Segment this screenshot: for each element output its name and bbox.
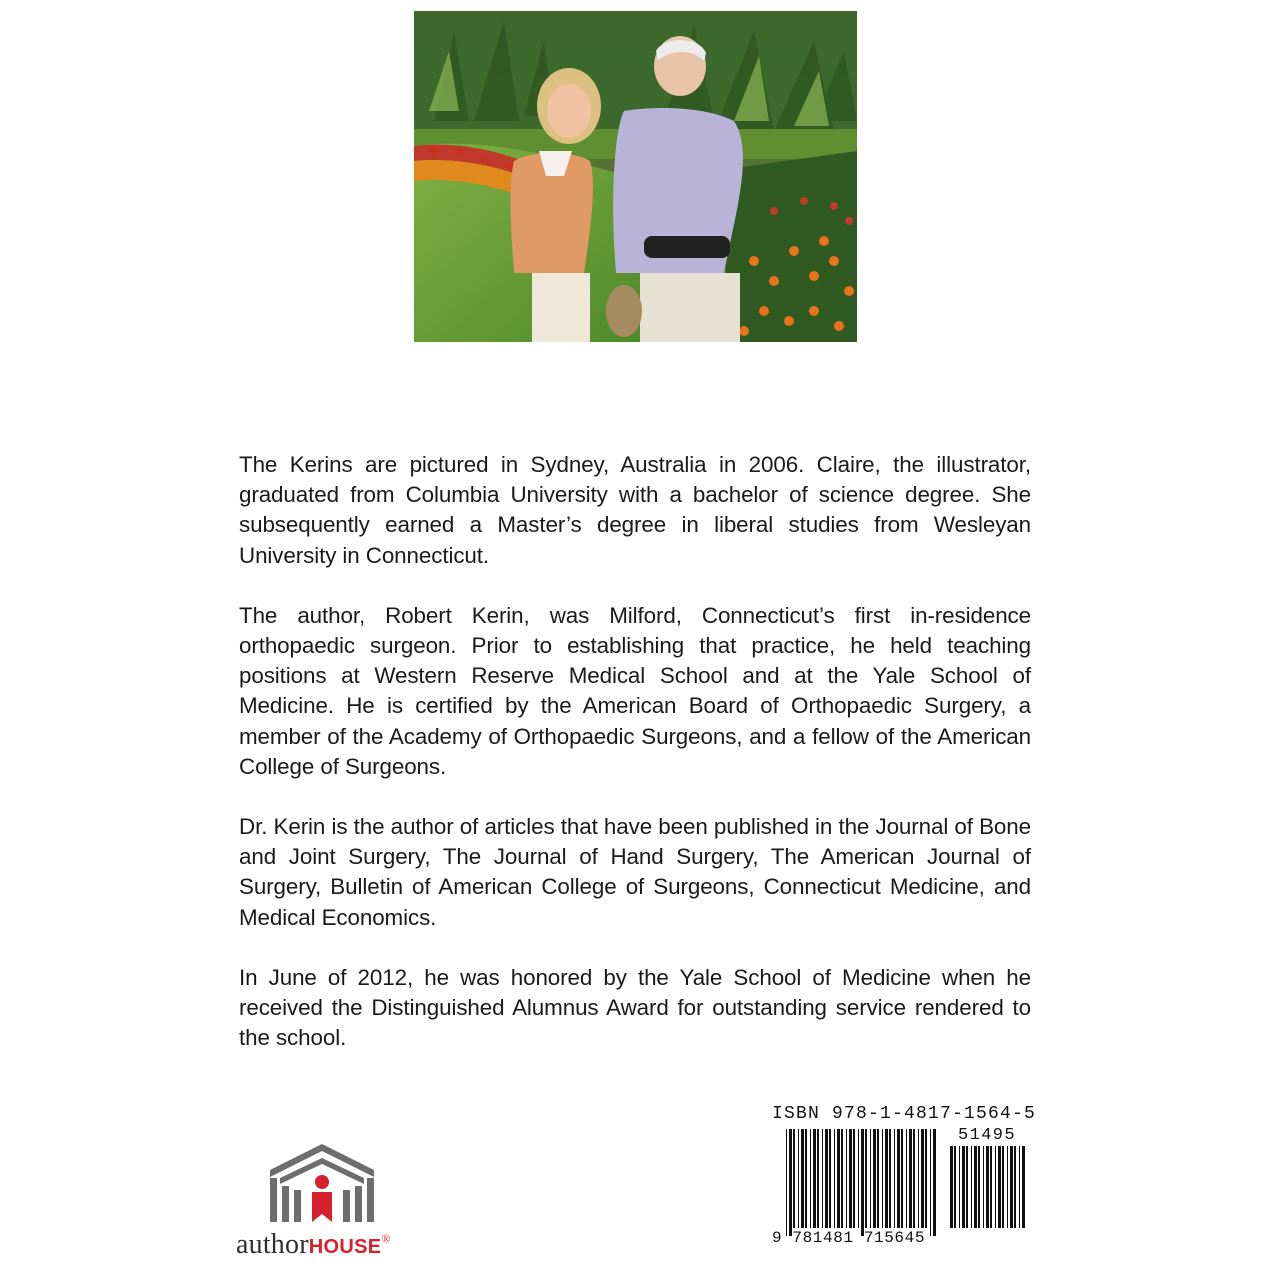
barcode-bar (930, 1129, 931, 1236)
barcode-bar (1014, 1146, 1016, 1228)
registered-mark: ® (381, 1231, 391, 1246)
bio-paragraph: In June of 2012, he was honored by the Yale School of Medicine when he received the Distinguished Alumnus Award for outstanding service rendered to the school. (239, 964, 1031, 1051)
barcode-bar (873, 1129, 876, 1228)
barcode-bar (817, 1129, 819, 1228)
barcode-bar (861, 1129, 864, 1236)
bio-paragraph: The Kerins are pictured in Sydney, Australia in 2006. Claire, the illustrator, graduated from Columbia University with a bachelor of science degree. She subsequently earned a Master’s degree in liberal studies from Wesleyan University in Connecticut. (239, 452, 1031, 568)
isbn-label: ISBN 978-1-4817-1564-5 (772, 1104, 1037, 1124)
barcode-bar (966, 1146, 968, 1228)
barcode-bar (877, 1129, 879, 1228)
barcode-bar (901, 1129, 903, 1228)
barcode-bar (983, 1146, 984, 1228)
barcode-bar (846, 1129, 847, 1228)
author-photo (414, 11, 857, 342)
barcode-bar (959, 1146, 960, 1228)
bio-paragraph: The author, Robert Kerin, was Milford, Connecticut’s first in-residence orthopaedic surgeon. Prior to establishing that practice, he held teaching positions at Western Reserve Medical School and at the Yale School of Medicine. He is certified by the American Board of Orthopaedic Surgery, a member of the Academy of Orthopaedic Surgeons, and a fellow of the American College of Surgeons. (239, 602, 1031, 779)
barcode-bar (962, 1146, 965, 1228)
author-bio (239, 450, 1031, 1053)
barcode-bar (885, 1129, 888, 1228)
ean-digits: 9 781481 715645 (772, 1229, 926, 1247)
publisher-logo (236, 1140, 426, 1265)
barcode-bar (1010, 1146, 1013, 1228)
barcode-bar (825, 1129, 828, 1228)
barcode-bar (793, 1129, 795, 1228)
barcode-bar (882, 1129, 883, 1228)
barcode-bar (909, 1129, 912, 1228)
publisher-name-part1: author (236, 1229, 309, 1260)
barcode-bar (858, 1129, 859, 1228)
barcode-bar (925, 1129, 927, 1228)
barcode-bar (786, 1129, 787, 1236)
barcode-bar (841, 1129, 843, 1228)
barcode-bar (801, 1129, 804, 1228)
barcode-bar (913, 1129, 915, 1228)
barcode-bar (995, 1146, 996, 1228)
barcode-bar (865, 1129, 867, 1228)
barcode-bar (1002, 1146, 1004, 1228)
barcode-bar (805, 1129, 807, 1228)
barcode-bar (897, 1129, 900, 1228)
barcode-bar (810, 1129, 811, 1228)
barcode-bar (834, 1129, 835, 1228)
barcode-bar (837, 1129, 840, 1228)
barcode-bar (789, 1129, 792, 1236)
barcode-bar (954, 1146, 956, 1228)
barcode-bar (918, 1129, 919, 1228)
barcode-bar (1019, 1146, 1020, 1228)
barcode-bar (933, 1129, 936, 1236)
barcode-bar (998, 1146, 1001, 1228)
barcode-bar (822, 1129, 823, 1228)
barcode-bar (849, 1129, 852, 1228)
publisher-name-part2: HOUSE (308, 1236, 382, 1258)
barcode-bar (978, 1146, 980, 1228)
barcode-bar (889, 1129, 891, 1228)
barcode-bar (921, 1129, 924, 1228)
barcode-bar (1022, 1146, 1025, 1228)
barcode-bar (971, 1146, 972, 1228)
barcode-bar (829, 1129, 831, 1228)
barcode-addon-digits: 51495 (958, 1126, 1017, 1145)
isbn-addon-barcode (950, 1146, 1026, 1236)
isbn-barcode (786, 1129, 936, 1236)
barcode-bar (906, 1129, 907, 1228)
barcode-bar (853, 1129, 855, 1228)
barcode-bar (798, 1129, 799, 1228)
barcode-bar (986, 1146, 989, 1228)
barcode-bar (974, 1146, 977, 1228)
barcode-bar (870, 1129, 871, 1228)
barcode-bar (813, 1129, 816, 1228)
barcode-bar (990, 1146, 992, 1228)
barcode-bar (950, 1146, 953, 1228)
barcode-bar (1007, 1146, 1008, 1228)
authorhouse-house-icon (268, 1140, 376, 1224)
bio-paragraph: Dr. Kerin is the author of articles that have been published in the Journal of Bone and Joint Surgery, The Journal of Hand Surgery, The American Journal of Surgery, Bulletin of American College of Surgeons, Connecticut Medicine, and Medical Economics. (239, 814, 1031, 930)
publisher-name (236, 1229, 391, 1261)
barcode-bar (894, 1129, 895, 1228)
